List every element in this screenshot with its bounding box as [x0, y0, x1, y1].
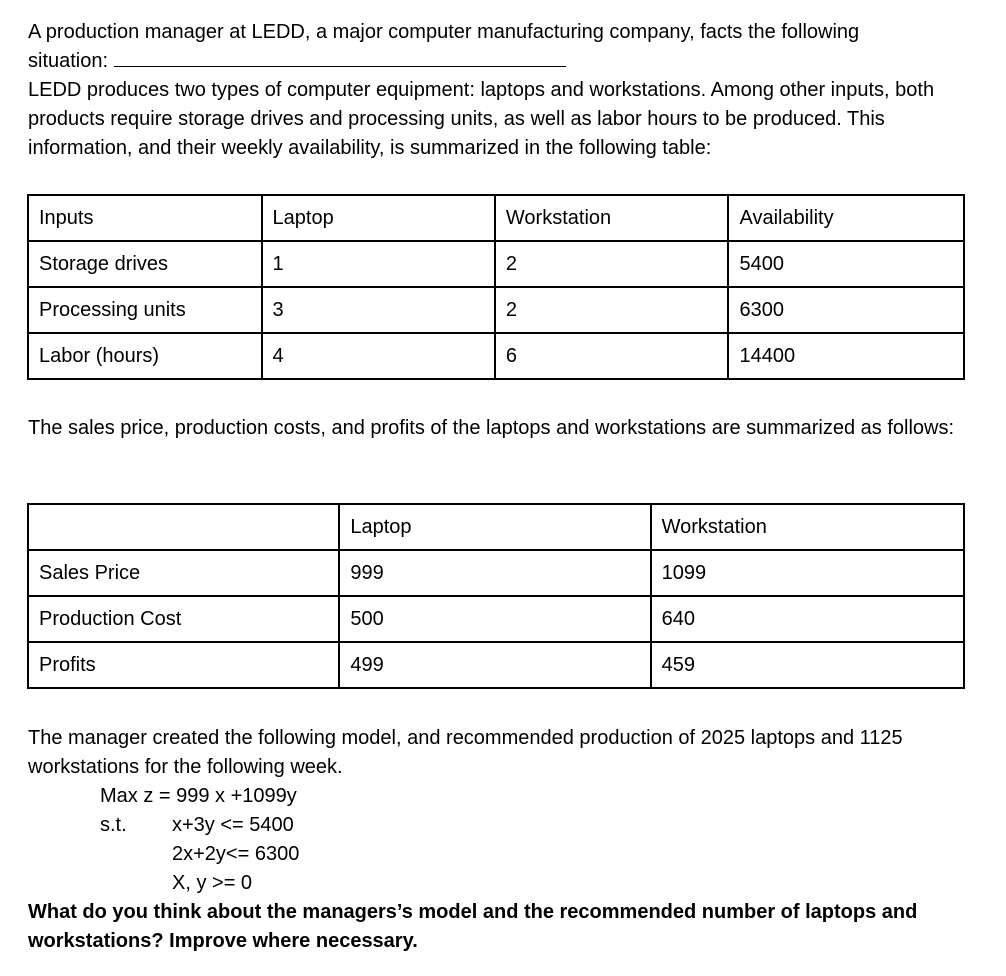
table-row [28, 287, 964, 333]
table-cell: 5400 [728, 241, 964, 287]
header-cell: Inputs [28, 195, 262, 241]
table-row [28, 550, 964, 596]
intro-description: LEDD produces two types of computer equipment: laptops and workstations. Among other inputs, both products require storage drives and processing units, as well as labor hours to be produced. This information, and their weekly availability, is summarized in the following table: [28, 79, 935, 159]
table-cell: Profits [28, 642, 339, 688]
table-cell: 6 [495, 333, 729, 379]
inputs-table [27, 194, 965, 380]
table-cell: Processing units [28, 287, 262, 333]
model-constraint: x+3y <= 5400 [172, 814, 294, 836]
model-constraint: X, y >= 0 [172, 872, 253, 894]
model-st-label: s.t. [100, 814, 127, 836]
table-cell: 640 [651, 596, 964, 642]
table-row [28, 333, 964, 379]
table-cell: 4 [262, 333, 495, 379]
table-cell: 499 [339, 642, 650, 688]
answer-blank-line [114, 48, 566, 67]
table-cell: 1099 [651, 550, 964, 596]
sales-intro-paragraph: The sales price, production costs, and profits of the laptops and workstations are summarized as follows: [28, 417, 955, 439]
table-row [28, 596, 964, 642]
model-intro-paragraph: The manager created the following model, and recommended production of 2025 laptops and 1125 workstations for the following week. [28, 727, 903, 778]
table-cell: 2 [495, 287, 729, 333]
intro-line1: A production manager at LEDD, a major computer manufacturing company, facts the following [28, 21, 860, 43]
table-cell: Labor (hours) [28, 333, 262, 379]
table-header-row [28, 195, 964, 241]
table-cell: 6300 [728, 287, 964, 333]
header-cell: Workstation [651, 504, 964, 550]
header-cell: Laptop [262, 195, 495, 241]
model-objective: Max z = 999 x +1099y [100, 785, 297, 807]
table-cell: Production Cost [28, 596, 339, 642]
table-row [28, 642, 964, 688]
table-row [28, 241, 964, 287]
table-cell: 999 [339, 550, 650, 596]
intro-paragraph [28, 18, 978, 163]
table-header-row [28, 504, 964, 550]
model-constraint: 2x+2y<= 6300 [172, 843, 300, 865]
table-cell: Sales Price [28, 550, 339, 596]
table-cell: Storage drives [28, 241, 262, 287]
table-cell: 14400 [728, 333, 964, 379]
header-cell: Laptop [339, 504, 650, 550]
table-cell: 1 [262, 241, 495, 287]
table-cell: 3 [262, 287, 495, 333]
sales-table [27, 503, 965, 689]
table-cell: 459 [651, 642, 964, 688]
header-cell: Workstation [495, 195, 729, 241]
table-cell: 500 [339, 596, 650, 642]
header-cell [28, 504, 339, 550]
table-cell: 2 [495, 241, 729, 287]
header-cell: Availability [728, 195, 964, 241]
question-paragraph: What do you think about the managers’s model and the recommended number of laptops and workstations? Improve where necessary. [28, 901, 918, 952]
intro-situation-label: situation: [28, 50, 109, 72]
